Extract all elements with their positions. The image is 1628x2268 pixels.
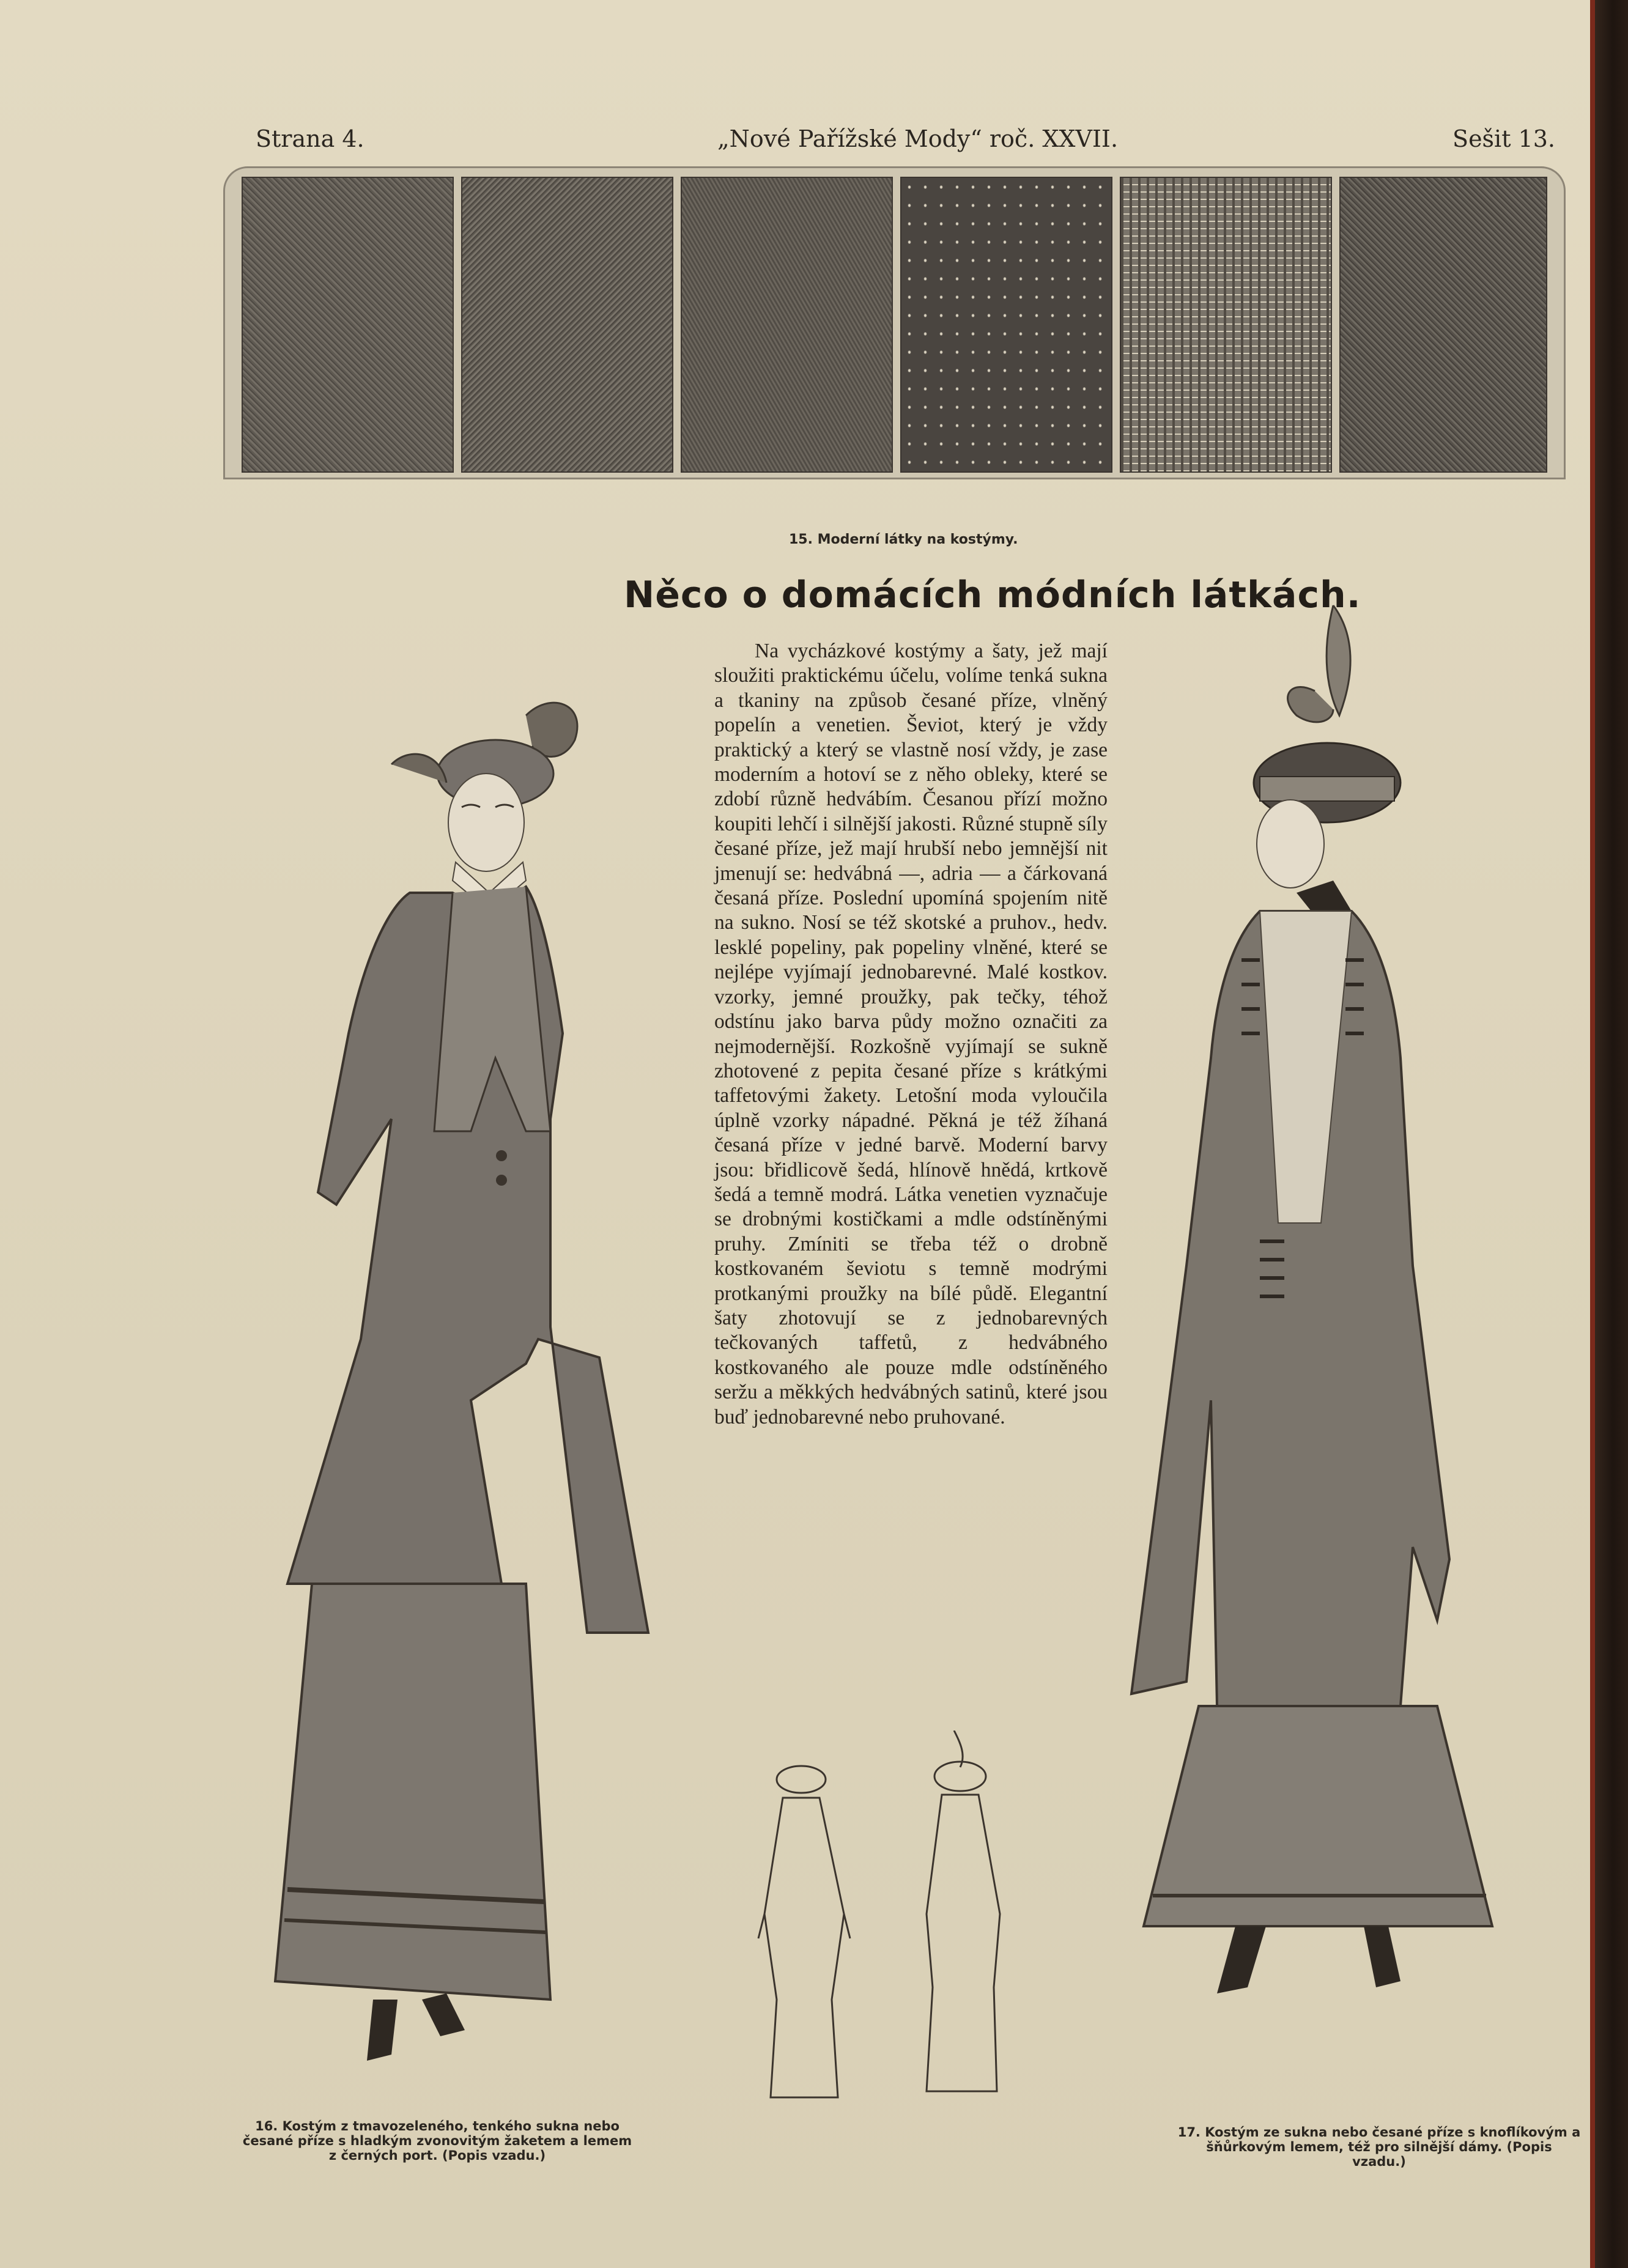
fabric-swatch [681, 177, 893, 473]
fabric-swatch [242, 177, 454, 473]
page-number: Strana 4. [256, 125, 364, 152]
fashion-illustration-left [208, 691, 697, 2085]
magazine-title: „Nové Pařížské Mody“ roč. XXVII. [717, 125, 1119, 152]
back-view-sketch-left [746, 1755, 856, 2110]
figure-16-caption: 16. Kostým z tmavozeleného, tenkého sukna nebo česané příze s hladkým zvonovitým žaketem a lemem z černých port. (Popis vzadu.) [242, 2119, 632, 2163]
figure-17-caption: 17. Kostým ze sukna nebo česané příze s knoflíkovým a šňůrkovým lemem, též pro silnější dámy. (Popis vzadu.) [1177, 2125, 1581, 2169]
fashion-illustration-right [1095, 593, 1523, 2048]
article-title: Něco o domácích módních látkách. [624, 574, 1361, 616]
issue-number: Sešit 13. [1452, 125, 1555, 152]
swatch-caption: 15. Moderní látky na kostýmy. [789, 532, 1018, 547]
article-body: Na vycházkové kostýmy a šaty, jež mají sloužiti praktickému účelu, volíme tenká sukna a tkaniny na způsob česané příze, vlněný popelín a venetien. Ševiot, který je vždy praktický a který se vlastně nosí vždy, je zase moderním a hotoví se z něho obleky, které se zdobí různě hedvábím. Česanou přízí možno koupiti lehčí i silnější jakosti. Různé stupně síly česané příze, jež mají hrubší nebo jemnější nit jmenují se: hedvábná —, adria — a čárkovaná česaná příze. Poslední upomíná spojením nitě na sukno. Nosí se též skotské a pruhov., hedv. lesklé popeliny, pak popeliny vlněné, které se nejlépe vyjímají jednobarevné. Malé kostkov. vzorky, jemné proužky, pak tečky, téhož odstínu jako barva půdy možno označiti za nejmodernější. Rozkošně vyjímají se sukně zhotovené z pepita česané příze s krátkými taffetovými žakety. Letošní moda vyloučila úplně vzorky nápadné. Pěkná je též žíhaná česaná příze v jedné barvě. Moderní barvy jsou: břidlicově šedá, hlínově hnědá, krtkově šedá a temně modrá. Látka venetien vyznačuje se drobnými kostičkami a mdle odstíněnými pruhy. Zmíniti se třeba též o drobně kostkovaném ševiotu s temně modrými protkanými proužky na bílé půdě. Elegantní šaty zhotovují se z jednobarevných tečkovaných taffetů, z hedvábného kostkovaného ale pouze mdle odstíněného seržu a měkkých hedvábných satinů, které jsou buď jednobarevné nebo pruhované. [714, 640, 1108, 1428]
page-header [256, 125, 1555, 162]
fabric-swatch [1120, 177, 1332, 473]
fabric-swatch [461, 177, 673, 473]
back-view-sketch-right [905, 1731, 1015, 2104]
binding-spine [1590, 0, 1628, 2268]
fabric-swatch-panel [223, 166, 1566, 479]
fabric-swatch [1339, 177, 1547, 473]
fabric-swatch [900, 177, 1112, 473]
